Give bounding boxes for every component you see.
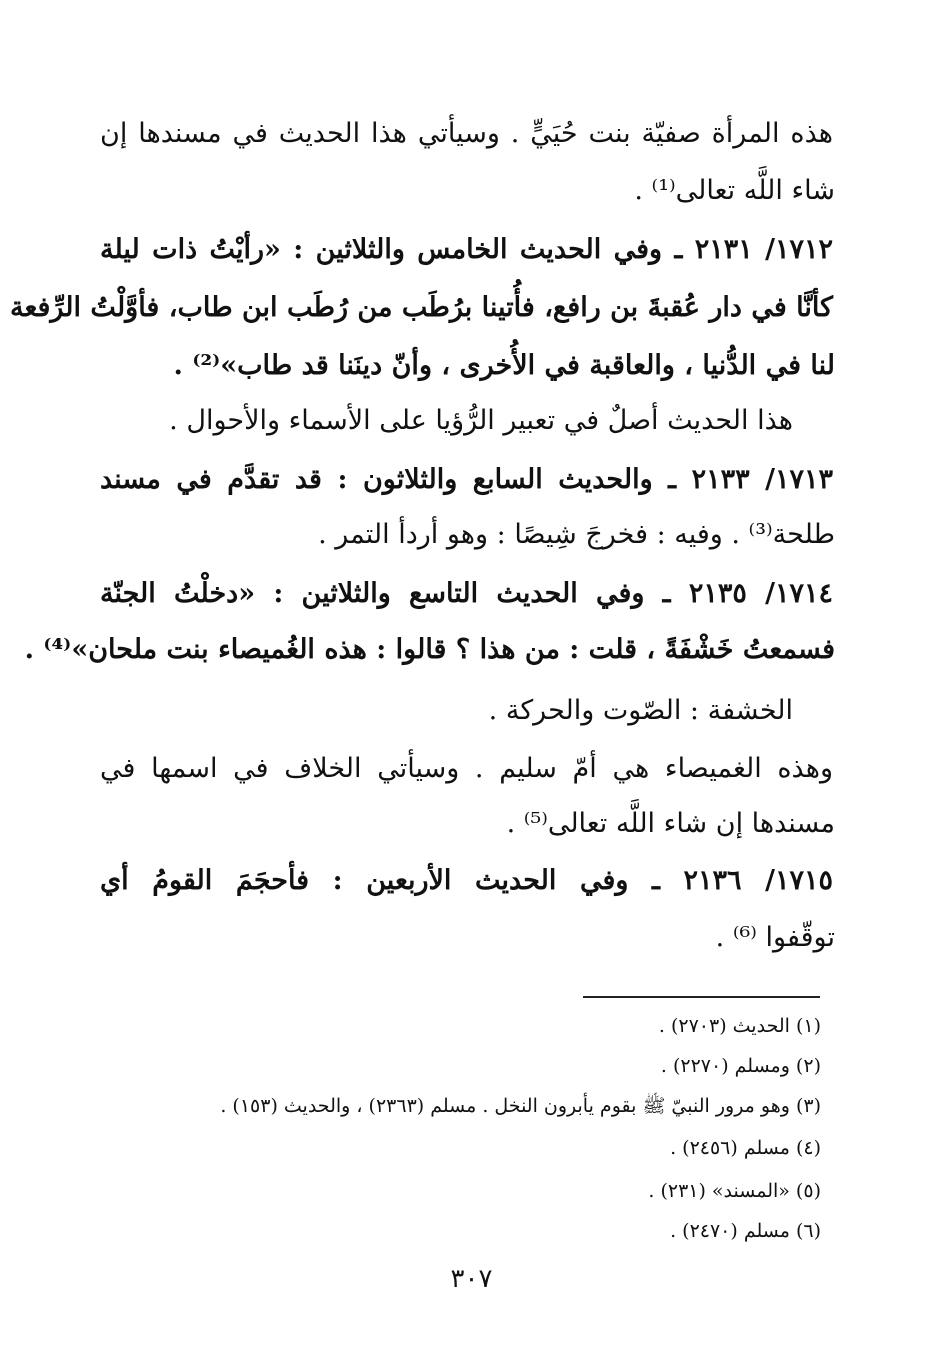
hadith-heading-1715: ١٧١٥/ ٢١٣٦ ـ وفي الحديث الأربعين : فأحجَمَ القومُ أي [100,865,834,896]
body-line: الخشفة : الصّوت والحركة . [488,695,793,726]
body-line: وهذه الغميصاء هي أمّ سليم . وسيأتي الخلاف في اسمها في [100,753,833,784]
hadith-heading-1713: ١٧١٣/ ٢١٣٣ ـ والحديث السابع والثلاثون : قد تقدَّم في مسند [100,464,833,495]
hadith-text-line: كأنَّا في دار عُقبةَ بن رافع، فأُتينا برُطَب من رُطَب ابن طاب، فأوَّلْتُ الرِّفعة [10,292,833,323]
page-number: ٣٠٧ [450,1264,493,1294]
body-line: هذا الحديث أصلٌ في تعبير الرُّؤيا على الأسماء والأحوال . [169,405,793,436]
footnote-separator [583,996,820,998]
body-line: مسندها إن شاء اللَّه تعالى⁽⁵⁾ . [506,808,835,839]
footnote-4: (٤) مسلم (٢٤٥٦) . [670,1137,821,1159]
footnote-2: (٢) ومسلم (٢٢٧٠) . [660,1055,821,1077]
hadith-heading-1714: ١٧١٤/ ٢١٣٥ ـ وفي الحديث التاسع والثلاثين : «دخلْتُ الجنّة [100,578,833,609]
footnote-5: (٥) «المسند» (٢٣١) . [648,1180,821,1202]
hadith-text-line: لنا في الدُّنيا ، والعاقبة في الأُخرى ، وأنّ دينَنا قد طاب»⁽²⁾ . [173,350,835,381]
footnote-1: (١) الحديث (٢٧٠٣) . [658,1015,821,1037]
hadith-heading-1712: ١٧١٢/ ٢١٣١ ـ وفي الحديث الخامس والثلاثين : «رأيْتُ ذات ليلة [100,234,834,265]
footnote-6: (٦) مسلم (٢٤٧٠) . [670,1220,821,1242]
hadith-text-line: فسمعتُ خَشْفَةً ، قلت : من هذا ؟ قالوا : هذه الغُميصاء بنت ملحان»⁽⁴⁾ . [24,634,835,665]
body-line: شاء اللَّه تعالى⁽¹⁾ . [634,175,835,206]
body-line: طلحة⁽³⁾ . وفيه : فخرجَ شِيصًا : وهو أردأ التمر . [318,519,835,550]
body-line: هذه المرأة صفيّة بنت حُيَيٍّ . وسيأتي هذا الحديث في مسندها إن [100,118,833,149]
body-line: توقّفوا ⁽⁶⁾ . [715,922,835,953]
footnote-3: (٣) وهو مرور النبيّ ﷺ بقوم يأبرون النخل . مسلم (٢٣٦٣) ، والحديث (١٥٣) . [220,1095,821,1117]
